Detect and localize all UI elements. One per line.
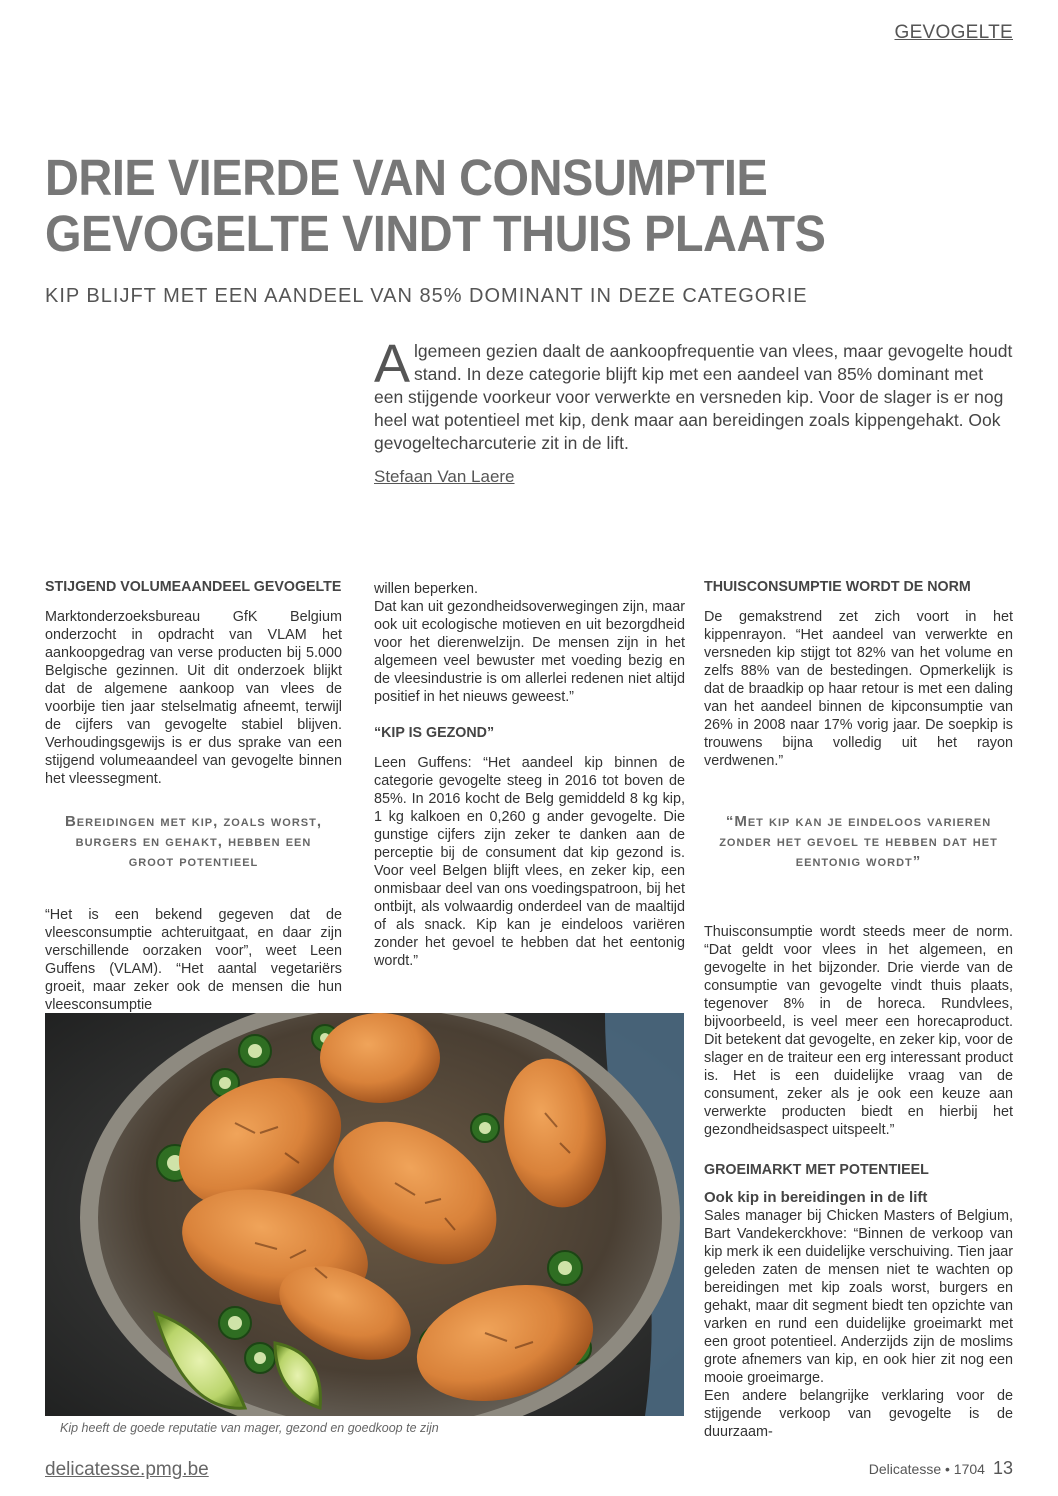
pull-quote-2: “Met kip kan je eindeloos varieren zonder het gevoel te hebben dat het eentonig wordt” [719, 813, 998, 870]
pull-quote-1: Bereidingen met kip, zoals worst, burgers en gehakt, hebben een groot potentieel [64, 813, 323, 870]
intro-text: lgemeen gezien daalt de aankoopfrequentie van vlees, maar gevogelte houdt stand. In deze categorie blijft kip met een aandeel van 85% dominant met een stijgende voorkeur voor verwerkte en versneden kip. Voor de slager is er nog heel wat potentieel met kip, denk maar aan bereidingen zoals kippengehakt. Ook gevogeltecharcuterie zit in de lift. [374, 341, 1013, 453]
col3-heading: THUISCONSUMPTIE WORDT DE NORM [704, 578, 971, 595]
photo-caption: Kip heeft de goede reputatie van mager, gezond en goedkoop te zijn [60, 1421, 439, 1435]
column-1-continued [45, 906, 342, 1014]
intro-paragraph [374, 334, 1014, 455]
author-byline[interactable]: Stefaan Van Laere [374, 467, 515, 486]
issue-label: Delicatesse • 1704 [868, 1461, 985, 1477]
col1-paragraph-1: Marktonderzoeksbureau GfK Belgium onderzocht in opdracht van VLAM het aankoopgedrag van verse producten bij 5.000 Belgische gezinnen. Uit dit onderzoek blijkt dat de algemene aankoop van vlees de voorbije tien jaar stelselmatig afneemt, terwijl de cijfers van gevogelte stabiel blijven. Verhoudingsgewijs is er dus sprake van een stijgend volumeaandeel van gevogelte binnen het vleessegment. [45, 609, 342, 787]
column-3 [704, 578, 1013, 770]
col3-heading-2: GROEIMARKT MET POTENTIEEL [704, 1161, 929, 1178]
photo-illustration [45, 1013, 684, 1416]
col1-paragraph-2: “Het is een bekend gegeven dat de vleesconsumptie achteruitgaat, en daar zijn verschillende oorzaken voor”, weet Leen Guffens (VLAM). “Het aantal vegetariërs groeit, maar zeker ook de mensen die hun vleesconsumptie [45, 907, 342, 1013]
col3-paragraph-4: Een andere belangrijke verklaring voor de stijgende verkoop van gevogelte is de duurzaam- [704, 1388, 1013, 1440]
website-link[interactable]: delicatesse.pmg.be [45, 1459, 209, 1480]
page-number: 13 [992, 1458, 1013, 1478]
headline-line-2: GEVOGELTE VINDT THUIS PLAATS [45, 205, 826, 262]
footer-issue [869, 1458, 1013, 1479]
chicken-drumsticks-photo [45, 1013, 684, 1416]
column-3-continued [704, 923, 1013, 1441]
drop-cap: A [374, 334, 411, 394]
section-tag: GEVOGELTE [894, 22, 1013, 43]
col1-heading: STIJGEND VOLUMEAANDEEL GEVOGELTE [45, 578, 342, 595]
col3-paragraph-1: De gemakstrend zet zich voort in het kippenrayon. “Het aandeel van verwerkte en versneden kip stijgt tot 82% van het volume en zelfs 88% van de bestedingen. Opmerkelijk is dat de braadkip op haar retour is met een daling van het aandeel binnen de kipconsumptie van 26% in 2008 naar 17% vorig jaar. De soepkip is trouwens bijna volledig uit het rayon verdwenen.” [704, 609, 1013, 769]
col2-paragraph-3: Leen Guffens: “Het aandeel kip binnen de categorie gevogelte steeg in 2016 tot boven de 85%. In 2016 kocht de Belg gemiddeld 8 kg kip, 1 kg kalkoen en 0,260 g ander gevogelte. Die gunstige cijfers zijn zeker te danken aan de perceptie bij de consument dat kip gezond is. Voor veel Belgen blijft vlees, en zeker kip, een onmisbaar deel van ons voedingspatroon, bij het ontbijt, als volwaardig onderdeel van de maaltijd of als snack. Kip kan je eindeloos variëren zonder het gevoel te hebben dat het eentonig wordt.” [374, 755, 685, 969]
col3-paragraph-3: Sales manager bij Chicken Masters of Belgium, Bart Vandekerckhove: “Binnen de verkoop van kip merk ik een duidelijke verschuiving. Tien jaar geleden zaten de mensen niet te wachten op bereidingen met kip zoals worst, burgers en gehakt, maar dit segment biedt ten opzichte van varken en rund een duidelijke groeimarkt met een groot potentieel. Anderzijds zijn de moslims grote afnemers van kip, en ook hier zit nog een mooie groeimarge. [704, 1208, 1013, 1386]
col2-paragraph-2: Dat kan uit gezondheidsoverwegingen zijn, maar ook uit ecologische motieven en uit bezorgdheid voor het dierenwelzijn. De mensen zijn in het algemeen veel bewuster met voeding bezig en de vleesindustrie is om allerlei redenen niet altijd positief in het nieuws geweest.” [374, 599, 685, 705]
col3-subheading: Ook kip in bereidingen in de lift [704, 1189, 928, 1206]
headline [45, 150, 928, 262]
column-2 [374, 580, 685, 970]
subheadline: KIP BLIJFT MET EEN AANDEEL VAN 85% DOMINANT IN DEZE CATEGORIE [45, 285, 808, 307]
headline-line-1: DRIE VIERDE VAN CONSUMPTIE [45, 149, 768, 206]
col2-paragraph-1: willen beperken. [374, 581, 478, 597]
column-1 [45, 578, 342, 788]
col2-heading: “KIP IS GEZOND” [374, 724, 495, 741]
col3-paragraph-2: Thuisconsumptie wordt steeds meer de norm. “Dat geldt voor vlees in het algemeen, en gevogelte in het bijzonder. Drie vierde van de consumptie van gevogelte vindt thuis plaats, tegenover 8% in de horeca. Rundvlees, bijvoorbeeld, is veel meer een horecaproduct. Dit betekent dat gevogelte, en zeker kip, voor de slager en de traiteur een erg interessant product is. Het is een duidelijke vraag van de consument, zeker als je ook een keuze aan verwerkte producten biedt en hierbij het gezondheidsaspect uitspeelt.” [704, 924, 1013, 1138]
